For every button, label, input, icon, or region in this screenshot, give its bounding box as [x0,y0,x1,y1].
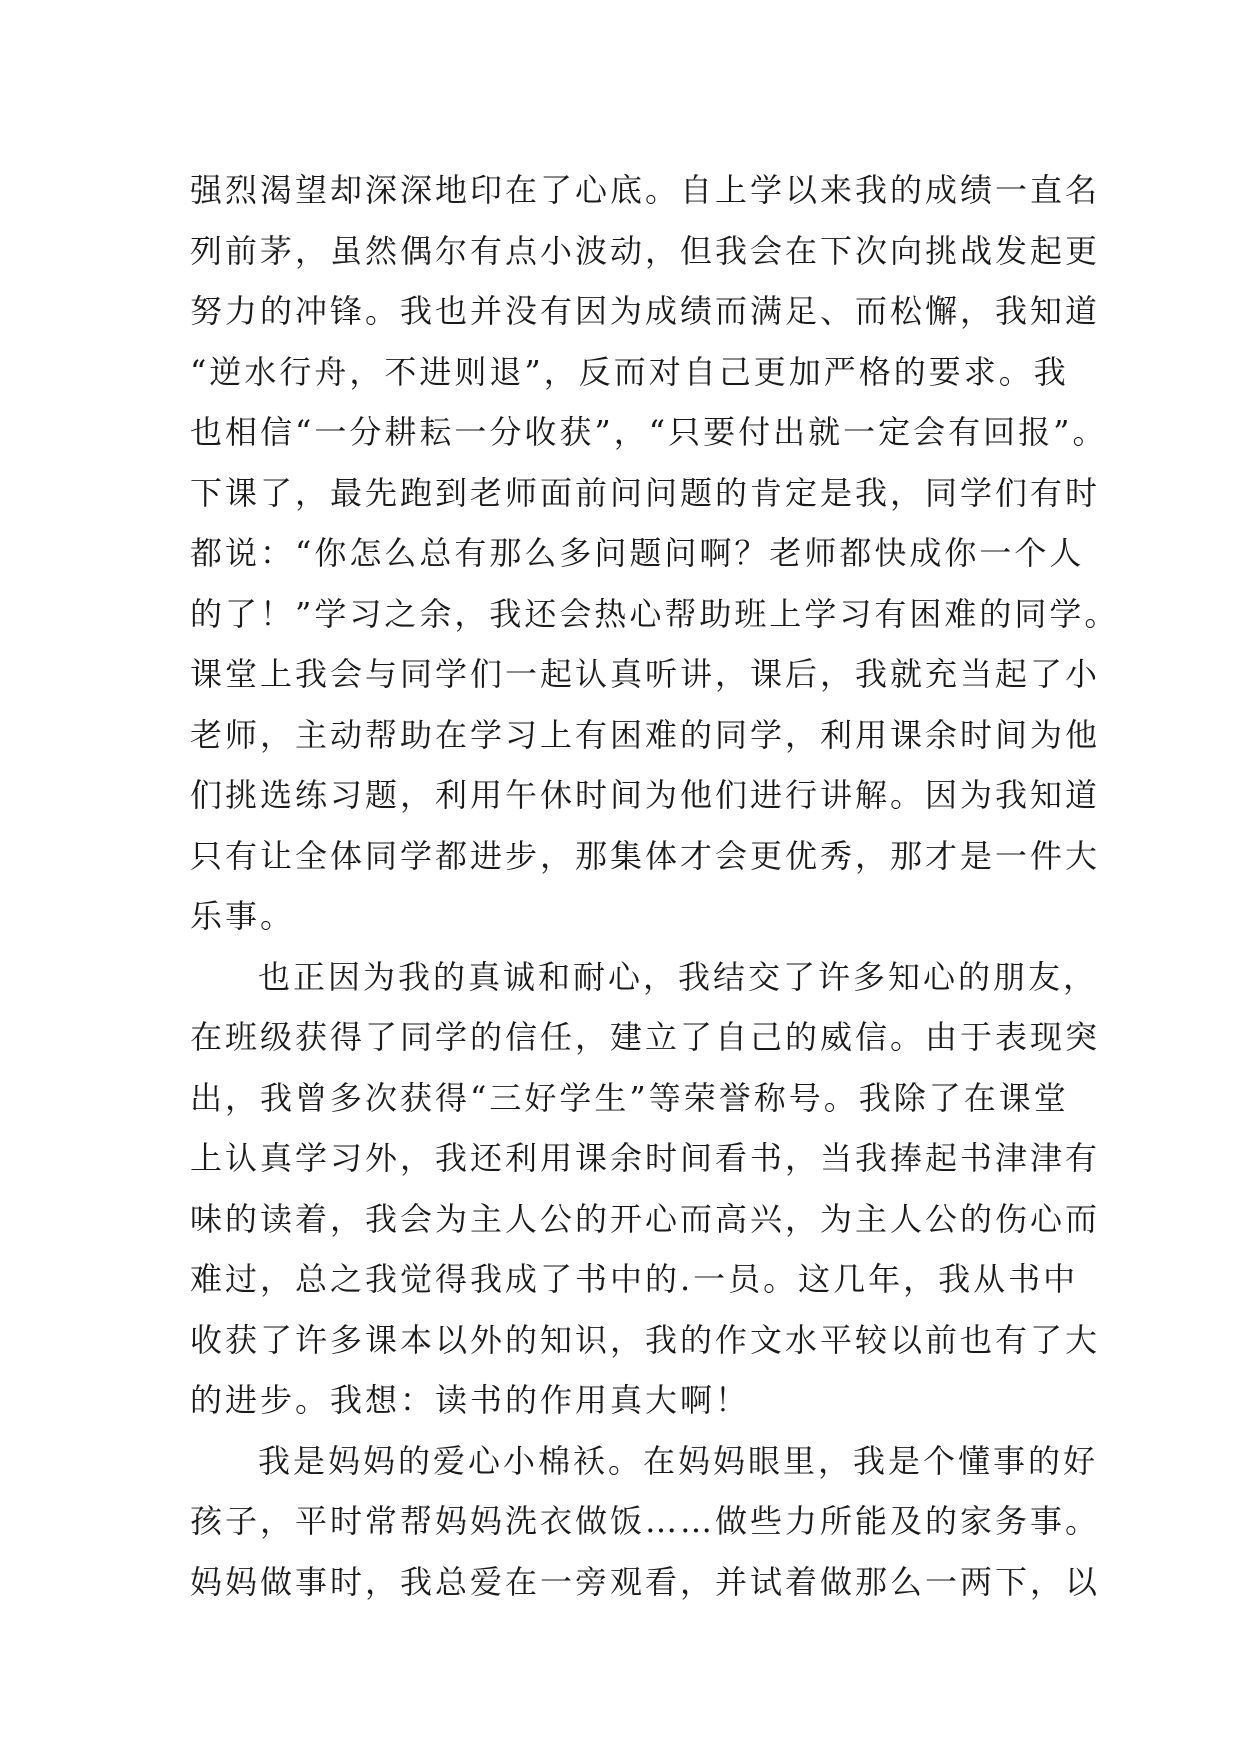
text-line: 出，我曾多次获得“三好学生”等荣誉称号。我除了在课堂 [190,1078,1069,1117]
text-line: 难过，总之我觉得我成了书中的.一员。这几年，我从书中 [190,1260,1079,1298]
text-line: 们挑选练习题，利用午休时间为他们进行讲解。因为我知道 [190,776,1101,814]
text-line: 妈妈做事时，我总爱在一旁观看，并试着做那么一两下，以 [190,1562,1101,1601]
text-line: 的进步。我想：读书的作用真大啊！ [190,1381,751,1419]
text-line: “逆水行舟，不进则退”，反而对自己更加严格的要求。我 [190,352,1069,391]
text-line: 老师，主动帮助在学习上有困难的同学，利用课余时间为他 [190,715,1101,754]
text-line: 乐事。 [190,897,296,935]
text-line: 味的读着，我会为主人公的开心而高兴，为主人公的伤心而 [190,1199,1101,1238]
text-line: 都说：“你怎么总有那么多问题问啊？老师都快成你一个人 [190,534,1085,572]
paragraph-3 [190,1431,1101,1613]
text-line: 只有让全体同学都进步，那集体才会更优秀，那才是一件大 [190,836,1101,875]
text-line: 强烈渴望却深深地印在了心底。自上学以来我的成绩一直名 [190,171,1101,209]
text-line: 努力的冲锋。我也并没有因为成绩而满足、而松懈，我知道 [190,292,1101,330]
text-line: 孩子，平时常帮妈妈洗衣做饭……做些力所能及的家务事。 [190,1502,1101,1540]
text-line: 也正因为我的真诚和耐心，我结交了许多知心的朋友， [258,957,1099,996]
text-line: 列前茅，虽然偶尔有点小波动，但我会在下次向挑战发起更 [190,231,1101,270]
text-line: 上认真学习外，我还利用课余时间看书，当我捧起书津津有 [190,1139,1101,1177]
text-line: 的了！”学习之余，我还会热心帮助班上学习有困难的同学。 [190,594,1120,633]
paragraph-2 [190,947,1101,1431]
paragraph-1 [190,160,1120,947]
text-line: 课堂上我会与同学们一起认真听讲，课后，我就充当起了小 [190,655,1101,693]
text-line: 在班级获得了同学的信任，建立了自己的威信。由于表现突 [190,1018,1101,1056]
text-line: 收获了许多课本以外的知识，我的作文水平较以前也有了大 [190,1320,1101,1359]
text-line: 也相信“一分耕耘一分收获”，“只要付出就一定会有回报”。 [190,413,1108,451]
text-line: 我是妈妈的爱心小棉袄。在妈妈眼里，我是个懂事的好 [258,1441,1099,1480]
body-text [190,160,1120,1612]
text-line: 下课了，最先跑到老师面前问问题的肯定是我，同学们有时 [190,473,1101,512]
